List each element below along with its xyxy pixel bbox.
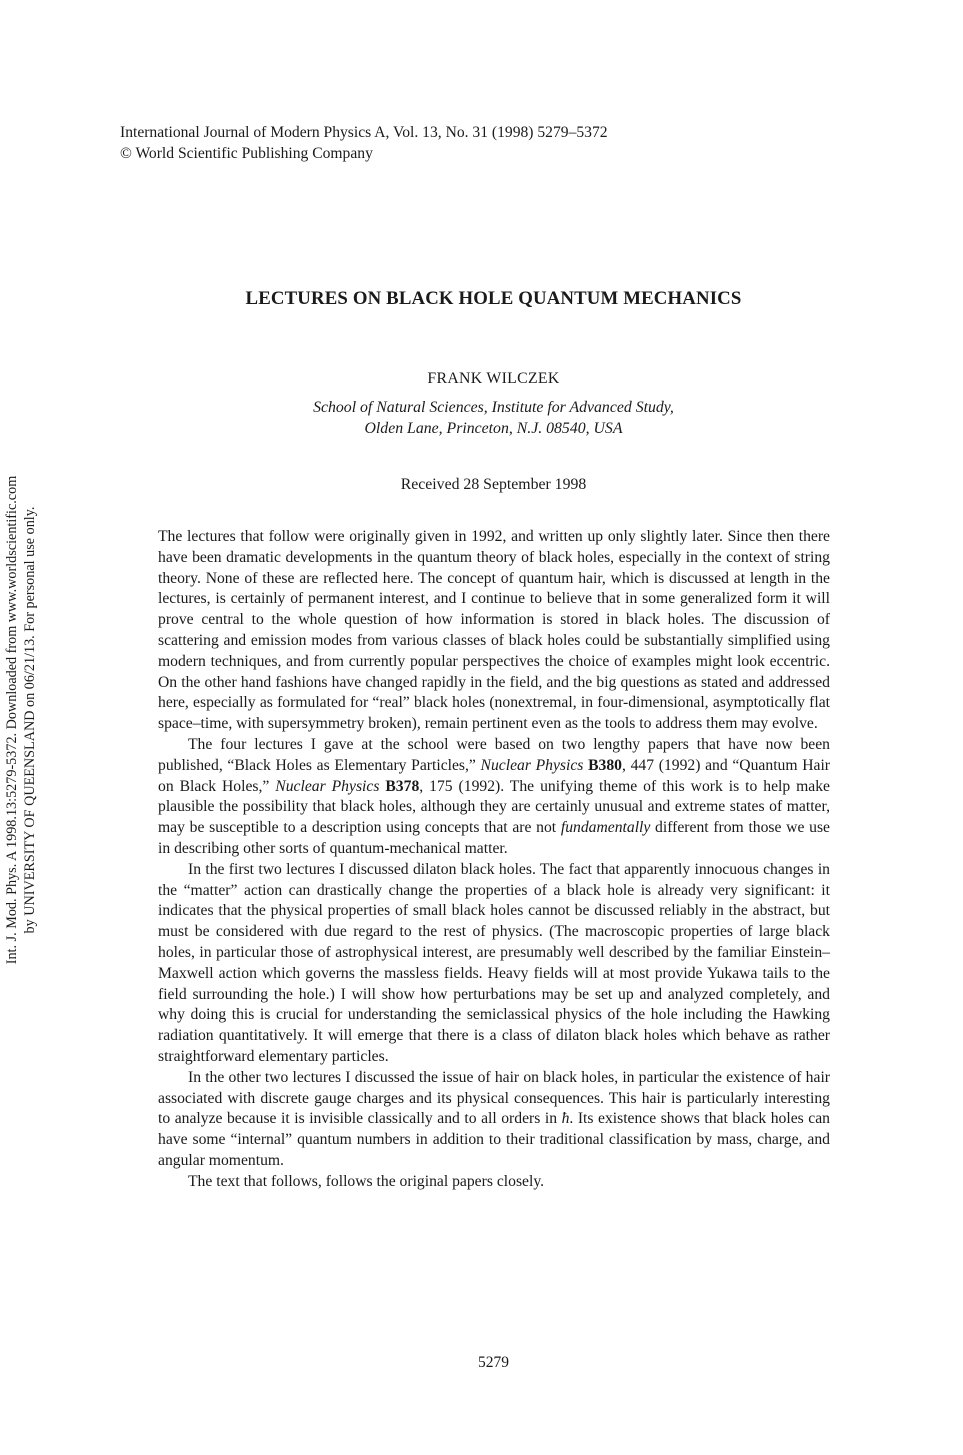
volume-1: B380	[588, 756, 622, 774]
journal-name-2: Nuclear Physics	[275, 777, 380, 795]
page-number: 5279	[478, 1354, 509, 1371]
paper-title: LECTURES ON BLACK HOLE QUANTUM MECHANICS	[245, 288, 742, 309]
affiliation-line-2: Olden Lane, Princeton, N.J. 08540, USA	[364, 420, 623, 437]
hbar-symbol: ħ	[561, 1110, 570, 1128]
download-watermark	[3, 425, 39, 1015]
journal-header	[120, 122, 608, 164]
p2-text-a: The four lectures I gave at the school were based on two lengthy papers that have now been published, “Black Holes as Elementary Particles,”	[158, 735, 830, 774]
p2-text-c: , 175 (1992). The unifying theme of this work is to help make plausible the possibility that black holes, although they are certainly unusual and extreme states of matter, may be susceptible to a description using concepts that are not	[158, 777, 830, 837]
received-date: Received 28 September 1998	[400, 476, 587, 493]
affiliation-line-1: School of Natural Sciences, Institute for Advanced Study,	[313, 399, 674, 416]
p2-text-d: different from those we use in describing other sorts of quantum-mechanical matter.	[158, 819, 830, 857]
p2-text-b: , 447 (1992) and “Quantum Hair on Black Holes,”	[158, 756, 830, 795]
watermark-line-2: by UNIVERSITY OF QUEENSLAND on 06/21/13. For personal use only.	[22, 506, 38, 934]
paragraph-4	[158, 1068, 830, 1172]
paragraph-2	[158, 735, 830, 860]
paragraph-5: The text that follows, follows the original papers closely.	[188, 1172, 545, 1190]
volume-2: B378	[385, 777, 420, 795]
author-affiliation	[0, 397, 963, 439]
paragraph-1: The lectures that follow were originally given in 1992, and written up only slightly later. Since then there have been dramatic developments in the quantum theory of black holes, especially in the context of string theory. None of these are reflected here. The concept of quantum hair, which is discussed at length in the lectures, is certainly of permanent interest, and I continue to believe that in some generalized form it will prove central to the whole question of how information is stored in black holes. The discussion of scattering and emission modes from various classes of black holes could be substantially simplified using modern techniques, and from currently popular perspectives the choice of examples might look eccentric. On the other hand fashions have changed rapidly in the field, and the big questions as stated and addressed here, especially as formulated for “real” black holes (nonextremal, in four-dimensional, asymptotically flat space–time, with supersymmetry broken), remain pertinent even as the tools to address them may evolve.	[158, 528, 830, 733]
watermark-line-1: Int. J. Mod. Phys. A 1998.13:5279-5372. Downloaded from www.worldscientific.com	[4, 475, 20, 965]
body-text	[158, 527, 830, 1193]
paragraph-3: In the first two lectures I discussed dilaton black holes. The fact that apparently innocuous changes in the “matter” action can drastically change the properties of a black hole is already very significant: it indicates that the physical properties of small black holes cannot be discussed reliably in the abstract, but must be considered with due regard to the rest of physics. (The macroscopic properties of large black holes, in particular those of astrophysical interest, are presumably well described by the familiar Einstein–Maxwell action which governs the massless fields. Heavy fields will at most provide Yukawa tails to the field surrounding the hole.) I will show how perturbations may be set up and analyzed completely, and why doing this is crucial for understanding the semiclassical physics of the hole including the Hawking radiation quantitatively. It will emerge that there is a class of dilaton black holes which behave as rather straightforward elementary particles.	[158, 860, 830, 1065]
journal-citation: International Journal of Modern Physics A, Vol. 13, No. 31 (1998) 5279–5372	[120, 124, 608, 141]
journal-name-1: Nuclear Physics	[480, 756, 584, 774]
author-name: FRANK WILCZEK	[427, 370, 560, 387]
p4-text-a: In the other two lectures I discussed the issue of hair on black holes, in particular the existence of hair associated with discrete gauge charges and its physical consequences. This hair is particularly interesting to analyze because it is invisible classically and to all orders in	[158, 1068, 830, 1128]
emphasis-fundamentally: fundamentally	[560, 819, 651, 837]
copyright-notice: © World Scientific Publishing Company	[120, 145, 373, 162]
p4-text-b: . Its existence shows that black holes can have some “internal” quantum numbers in addition to their traditional classification by mass, charge, and angular momentum.	[158, 1110, 830, 1169]
